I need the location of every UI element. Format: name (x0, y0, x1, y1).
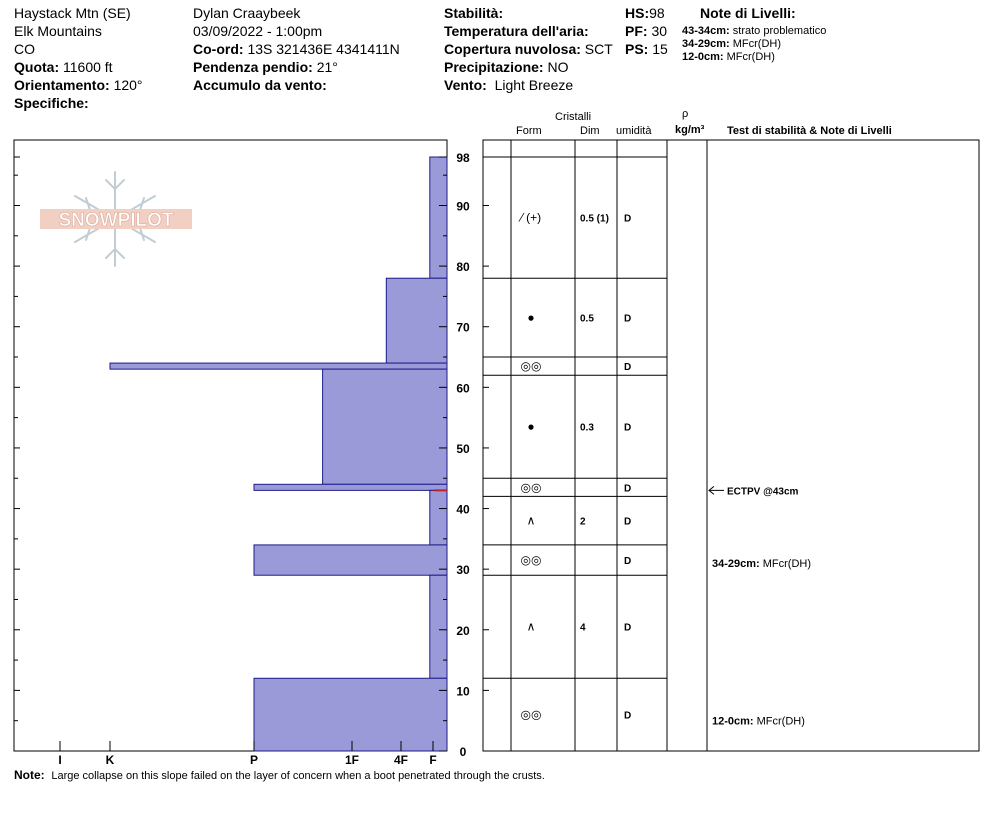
depth-label: 60 (456, 381, 470, 396)
stability-test-result: ECTPV @43cm (727, 486, 799, 498)
pf-value: PF: 30 (625, 23, 668, 39)
hardness-bar (254, 484, 447, 490)
depth-label: 10 (456, 684, 470, 699)
hardness-label: F (429, 753, 437, 767)
form-header: Form (516, 125, 542, 137)
precipitation: Precipitazione: NO (444, 59, 569, 75)
hardness-bar (110, 363, 447, 369)
crystal-size: 0.5 (580, 313, 594, 325)
moisture-value: D (624, 622, 632, 634)
hs-value: HS:98 (625, 5, 665, 21)
depth-label: 90 (456, 199, 470, 214)
depth-label: 40 (456, 502, 470, 517)
hardness-bar (254, 678, 447, 751)
crystal-form: ● (527, 419, 535, 434)
hardness-bar (430, 490, 447, 545)
coordinates: Co-ord: 13S 321436E 4341411N (193, 41, 400, 57)
layer-note-entry: 12-0cm: MFcr(DH) (712, 715, 805, 728)
crystal-form: ◎◎ (520, 553, 542, 568)
layer-note: 43-34cm: strato problematico (682, 25, 827, 37)
density-symbol: ρ (682, 108, 689, 120)
date-time: 03/09/2022 - 1:00pm (193, 23, 323, 39)
wind: Vento: Light Breeze (444, 77, 574, 93)
slope-angle: Pendenza pendio: 21° (193, 59, 338, 75)
moisture-value: D (624, 422, 632, 434)
moisture-value: D (624, 362, 632, 374)
ps-value: PS: 15 (625, 41, 668, 57)
crystal-size: 2 (580, 516, 586, 528)
moisture-value: D (624, 710, 632, 722)
layer-note-entry: 34-29cm: MFcr(DH) (712, 558, 812, 571)
depth-label: 30 (456, 563, 470, 578)
size-header: Dim (580, 125, 600, 137)
profile-note: Note: Large collapse on this slope failed on the layer of concern when a boot penetrated through the crusts. (14, 768, 545, 782)
layer-note: 12-0cm: MFcr(DH) (682, 51, 775, 63)
moisture-value: D (624, 313, 632, 325)
hardness-profile-chart (14, 140, 447, 751)
moisture-value: D (624, 516, 632, 528)
observer: Dylan Craaybeek (193, 5, 301, 21)
depth-label: 80 (456, 260, 470, 275)
layer-notes-title: Note di Livelli: (700, 5, 796, 21)
state: CO (14, 41, 35, 57)
moisture-value: D (624, 213, 632, 225)
logo-text: SNOWPILOT (58, 210, 174, 231)
crystal-form: ◎◎ (520, 480, 542, 495)
hardness-label: K (105, 753, 115, 767)
air-temperature: Temperatura dell'aria: (444, 23, 589, 39)
depth-label: 70 (456, 320, 470, 335)
crystal-size: 0.5 (1) (580, 213, 609, 225)
depth-label: 50 (456, 441, 470, 456)
stability-tests-column (709, 486, 811, 727)
hardness-label: 4F (393, 753, 409, 767)
crystal-size: 0.3 (580, 422, 594, 434)
layer-table (483, 140, 979, 751)
depth-label: 98 (456, 151, 470, 165)
stability-tests-header: Test di stabilità & Note di Livelli (727, 125, 892, 137)
crystals-header: Cristalli (555, 111, 592, 123)
density-unit: kg/m³ (675, 124, 705, 136)
crystal-form: ⁄ (+) (520, 210, 542, 225)
crystal-form: ◎◎ (520, 359, 542, 374)
hardness-bar (254, 545, 447, 575)
snowpilot-logo (40, 172, 192, 266)
moisture-value: D (624, 483, 632, 495)
crystal-size: 4 (580, 622, 586, 634)
hardness-bar (386, 278, 447, 363)
stability: Stabilità: (444, 5, 504, 21)
specifics-label: Specifiche: (14, 95, 89, 111)
elevation: Quota: 11600 ft (14, 59, 113, 75)
mountain-range: Elk Mountains (14, 23, 102, 39)
crystal-form: ∧ (526, 619, 536, 634)
hardness-label: I (58, 753, 62, 767)
moisture-value: D (624, 556, 632, 568)
location-name: Haystack Mtn (SE) (14, 5, 131, 21)
crystal-form: ● (527, 310, 535, 325)
hardness-bar (430, 575, 447, 678)
sky-cover: Copertura nuvolosa: SCT (444, 41, 613, 57)
crystal-form: ∧ (526, 513, 536, 528)
wind-loading: Accumulo da vento: (193, 77, 327, 93)
moisture-header: umidità (616, 125, 652, 137)
aspect: Orientamento: 120° (14, 77, 143, 93)
crystal-form: ◎◎ (520, 707, 542, 722)
depth-label: 0 (459, 745, 467, 759)
hardness-label: P (249, 753, 259, 767)
depth-label: 20 (456, 623, 470, 638)
hardness-label: 1F (344, 753, 360, 767)
layer-note: 34-29cm: MFcr(DH) (682, 38, 782, 50)
hardness-bar (323, 369, 447, 484)
